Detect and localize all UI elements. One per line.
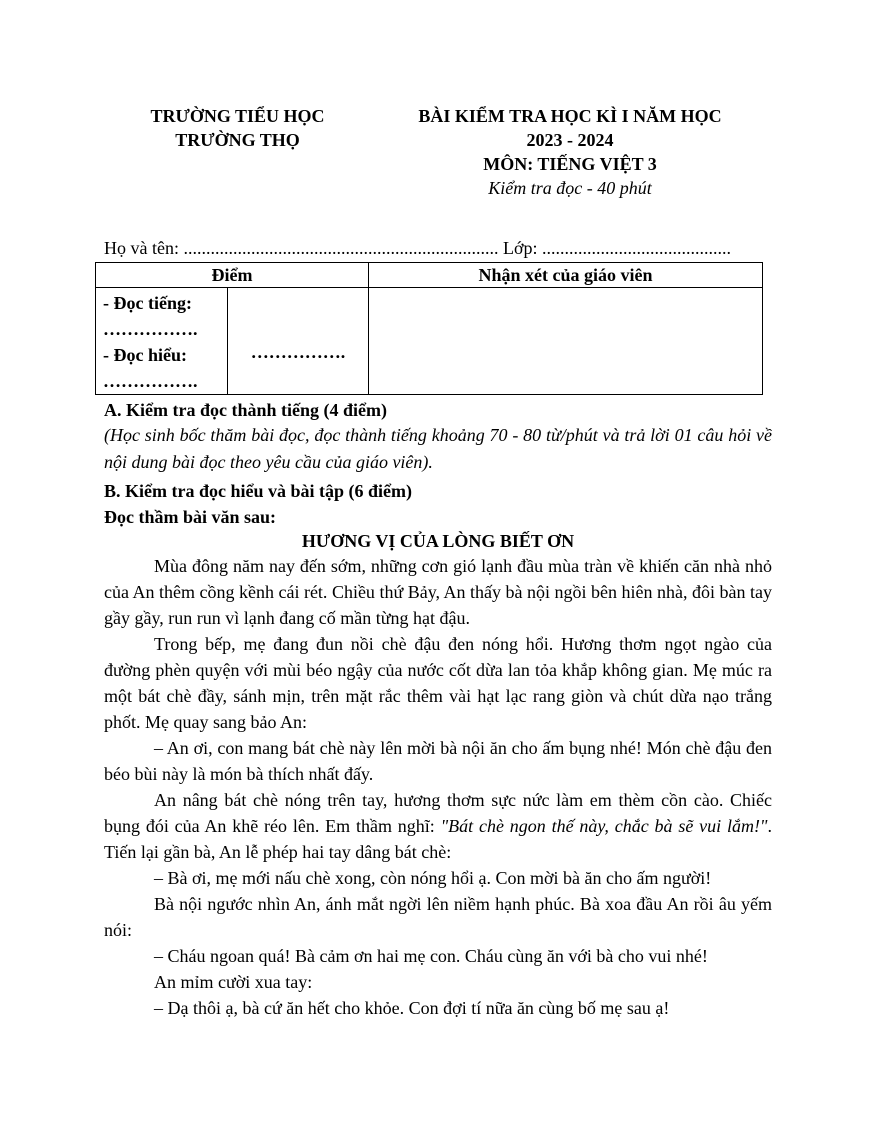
total-score-cell — [228, 288, 369, 395]
reading-aloud-dots: ……………. — [103, 319, 198, 339]
story-paragraph: Trong bếp, mẹ đang đun nồi chè đậu đen nóng hổi. Hương thơm ngọt ngào của đường phèn quyện với mùi béo ngậy của nước cốt dừa lan tỏa khắp không gian. Mẹ múc ra một bát chè đầy, sánh mịn, trên mặt rắc thêm vài hạt lạc rang giòn và chút dừa nạo trắng phốt. Mẹ quay sang bảo An: — [104, 634, 772, 732]
story-text: An nâng bát chè nóng trên tay, hương thơm sực nức làm em thèm cồn cào. Chiếc bụng đói của An khẽ réo lên. Em thầm nghĩ: — [104, 790, 772, 836]
story-title: HƯƠNG VỊ CỦA LÒNG BIẾT ƠN — [301, 531, 575, 551]
section-a — [104, 398, 772, 476]
exam-header — [380, 104, 760, 200]
school-line-1: TRƯỜNG TIỂU HỌC — [150, 106, 325, 126]
story-paragraph: – An ơi, con mang bát chè này lên mời bà nội ăn cho ấm bụng nhé! Món chè đậu đen béo bùi này là món bà thích nhất đấy. — [104, 738, 772, 784]
reading-aloud-label: - Đọc tiếng: — [103, 293, 192, 313]
school-year: 2023 - 2024 — [526, 130, 614, 150]
story-quote: "Bát chè ngon thế này, chắc bà sẽ vui lắm!" — [440, 816, 768, 836]
section-b-title: B. Kiểm tra đọc hiểu và bài tập (6 điểm) — [104, 481, 412, 501]
comment-header: Nhận xét của giáo viên — [369, 263, 763, 288]
section-a-instruction: (Học sinh bốc thăm bài đọc, đọc thành tiếng khoảng 70 - 80 từ/phút và trả lời 01 câu hỏi về nội dung bài đọc theo yêu cầu của giáo viên). — [104, 425, 772, 472]
total-score-dots: ……………. — [250, 341, 346, 362]
score-table — [95, 262, 763, 395]
section-b — [104, 478, 772, 530]
reading-comprehension-dots: ……………. — [103, 371, 198, 391]
teacher-comment-cell — [369, 288, 763, 395]
story — [104, 529, 772, 1021]
story-paragraph: – Cháu ngoan quá! Bà cảm ơn hai mẹ con. Cháu cùng ăn với bà cho vui nhé! — [154, 946, 708, 966]
student-info-line: Họ và tên: ...................................................................... Lớp: .......................................... — [104, 238, 731, 258]
subject: MÔN: TIẾNG VIỆT 3 — [483, 154, 657, 174]
story-paragraph: – Dạ thôi ạ, bà cứ ăn hết cho khỏe. Con đợi tí nữa ăn cùng bố mẹ sau ạ! — [154, 998, 670, 1018]
section-b-subtitle: Đọc thầm bài văn sau: — [104, 507, 277, 527]
score-header: Điểm — [96, 263, 369, 288]
story-paragraph: – Bà ơi, mẹ mới nấu chè xong, còn nóng hổi ạ. Con mời bà ăn cho ấm người! — [154, 868, 712, 888]
reading-comprehension-label: - Đọc hiểu: — [103, 345, 187, 365]
story-paragraph: Bà nội ngước nhìn An, ánh mắt ngời lên niềm hạnh phúc. Bà xoa đầu An rồi âu yếm nói: — [104, 894, 772, 940]
school-line-2: TRƯỜNG THỌ — [175, 130, 300, 150]
exam-type: Kiểm tra đọc - 40 phút — [488, 178, 652, 198]
story-paragraph — [104, 787, 772, 865]
story-paragraph: Mùa đông năm nay đến sớm, những cơn gió lạnh đầu mùa tràn về khiến căn nhà nhỏ của An thêm cồng kềnh cái rét. Chiều thứ Bảy, An thấy bà nội ngồi bên hiên nhà, đôi bàn tay gầy gầy, run run vì lạnh đang cố mần từng hạt đậu. — [104, 556, 772, 628]
score-breakdown-cell — [96, 288, 228, 395]
section-a-title: A. Kiểm tra đọc thành tiếng (4 điểm) — [104, 400, 387, 420]
story-paragraph: An mỉm cười xua tay: — [154, 972, 313, 992]
exam-title: BÀI KIỂM TRA HỌC KÌ I NĂM HỌC — [418, 106, 722, 126]
story-text: . Tiến lại gần bà, An lễ phép hai tay dâng bát chè: — [104, 816, 772, 862]
school-header — [110, 104, 365, 152]
